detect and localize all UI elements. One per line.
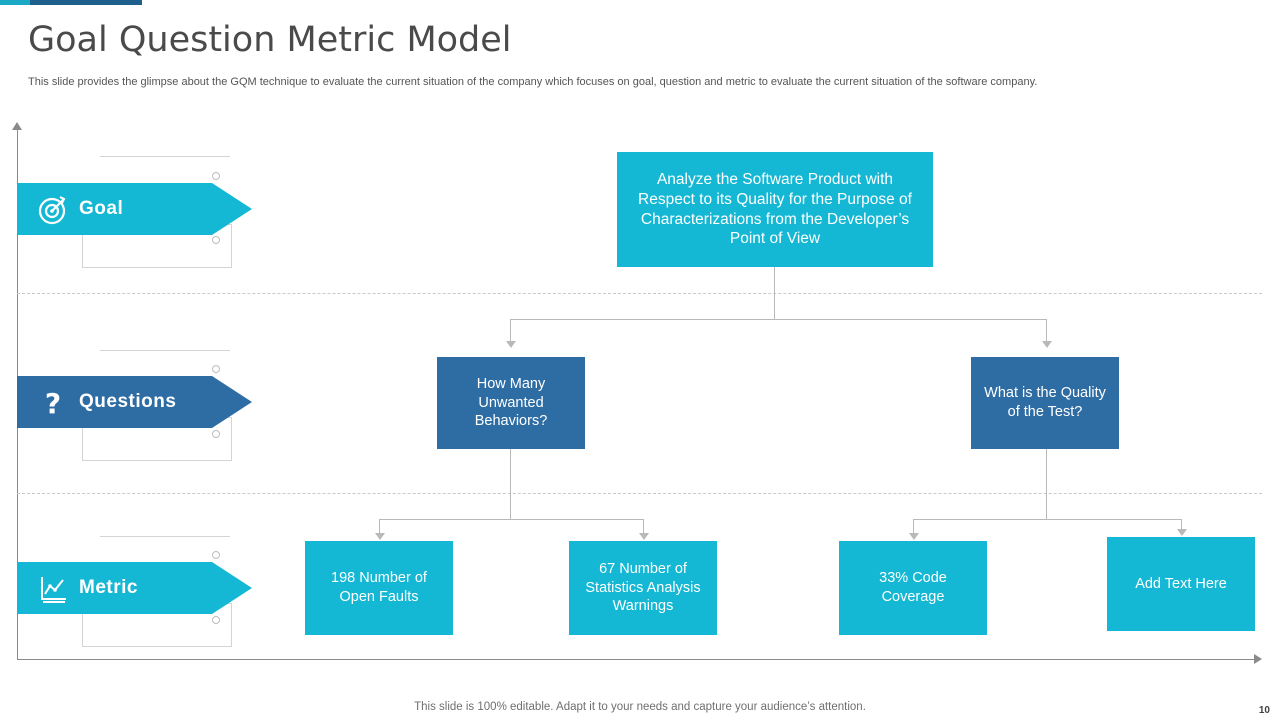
metric-outline-dot-top <box>212 551 220 559</box>
top-accent-bar <box>0 0 1280 5</box>
accent-segment-blue <box>30 0 142 5</box>
connector-question-2-horizontal <box>913 519 1181 520</box>
svg-text:?: ? <box>44 387 62 419</box>
page-number: 10 <box>1258 705 1270 716</box>
question-box-2[interactable]: What is the Quality of the Test? <box>971 357 1119 449</box>
footer-note: This slide is 100% editable. Adapt it to your needs and capture your audience’s attention. <box>414 701 866 713</box>
goal-outline-dot-top <box>212 172 220 180</box>
goal-outline-dot-bottom <box>212 236 220 244</box>
question-mark-icon <box>37 387 69 419</box>
connector-question-1-down <box>510 449 511 519</box>
metric-banner-tip <box>212 562 252 614</box>
question-box-1[interactable]: How Many Unwanted Behaviors? <box>437 357 585 449</box>
connector-goal-horizontal <box>510 319 1047 320</box>
connector-question-2-down <box>1046 449 1047 519</box>
questions-outline-dot-top <box>212 365 220 373</box>
accent-segment-white <box>142 0 1280 5</box>
connector-goal-down <box>774 267 775 319</box>
accent-segment-cyan <box>0 0 30 5</box>
row-label-questions-text: Questions <box>79 391 177 412</box>
row-label-metric[interactable] <box>17 562 233 614</box>
page-title: Goal Question Metric Model <box>28 20 512 60</box>
connector-to-question-2 <box>1046 319 1047 343</box>
metric-box-1[interactable]: 198 Number of Open Faults <box>305 541 453 635</box>
arrow-to-metric-4-icon <box>1177 529 1187 536</box>
target-icon <box>37 194 69 226</box>
row-divider-2 <box>17 493 1262 494</box>
row-label-questions[interactable] <box>17 376 233 428</box>
metric-box-2[interactable]: 67 Number of Statistics Analysis Warnings <box>569 541 717 635</box>
page-subtitle: This slide provides the glimpse about the GQM technique to evaluate the current situation of the company which focuses on goal, question and metric to evaluate the current situation of the software company. <box>28 76 1038 88</box>
questions-outline-dot-bottom <box>212 430 220 438</box>
connector-to-question-1 <box>510 319 511 343</box>
row-divider-1 <box>17 293 1262 294</box>
chart-icon <box>37 573 69 605</box>
connector-question-1-horizontal <box>379 519 643 520</box>
horizontal-axis-arrow-icon <box>1254 654 1262 664</box>
arrow-to-metric-3-icon <box>909 533 919 540</box>
arrow-to-metric-1-icon <box>375 533 385 540</box>
horizontal-axis <box>17 659 1257 660</box>
arrow-to-metric-2-icon <box>639 533 649 540</box>
row-label-goal[interactable] <box>17 183 233 235</box>
goal-statement-box[interactable]: Analyze the Software Product with Respect to its Quality for the Purpose of Characterizations from the Developer’s Point of View <box>617 152 933 267</box>
row-label-metric-text: Metric <box>79 577 138 598</box>
goal-banner-tip <box>212 183 252 235</box>
arrow-to-question-1-icon <box>506 341 516 348</box>
metric-outline-dot-bottom <box>212 616 220 624</box>
metric-box-4[interactable]: Add Text Here <box>1107 537 1255 631</box>
arrow-to-question-2-icon <box>1042 341 1052 348</box>
metric-box-3[interactable]: 33% Code Coverage <box>839 541 987 635</box>
questions-banner-tip <box>212 376 252 428</box>
row-label-goal-text: Goal <box>79 198 124 219</box>
